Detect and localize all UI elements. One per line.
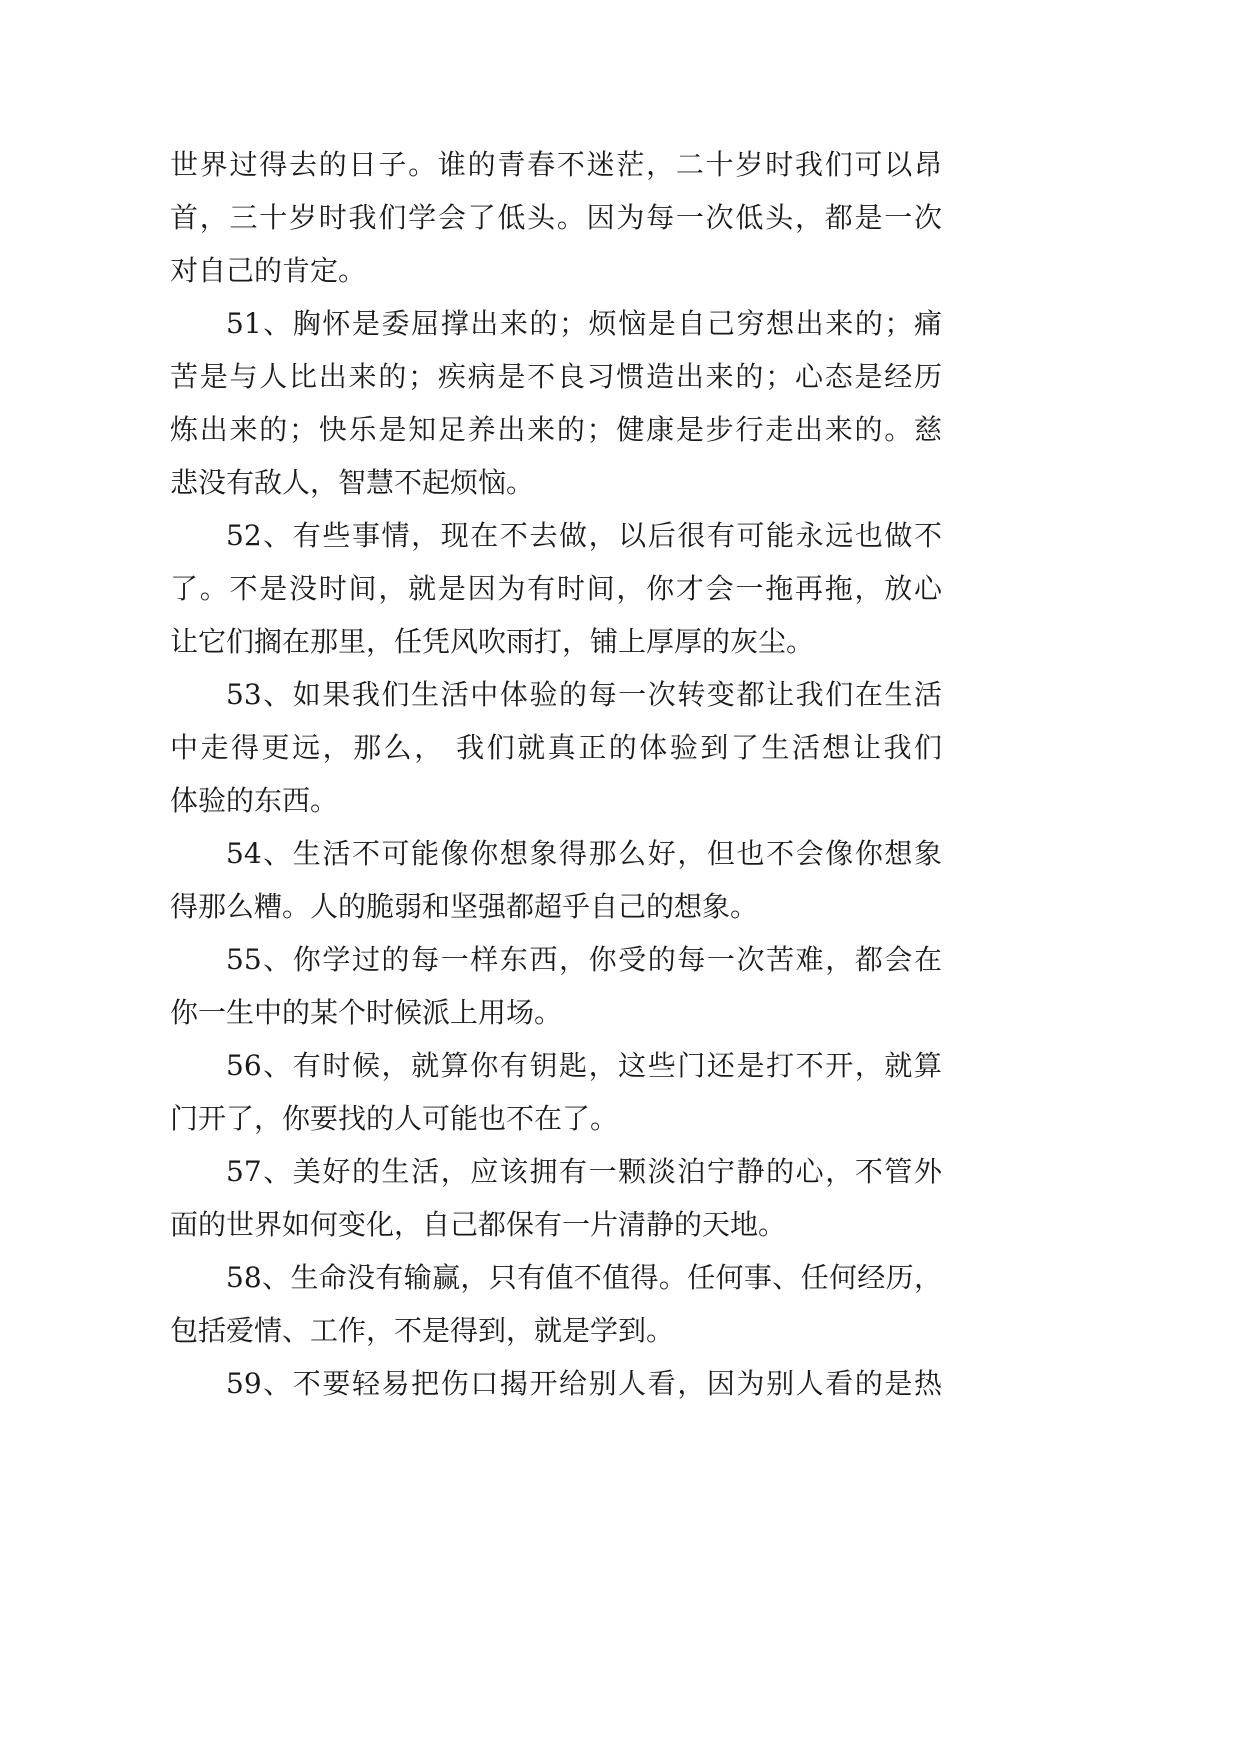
- paragraph-54-first-line: 54、生活不可能像你想象得那么好，但也不会像你想象: [226, 837, 942, 870]
- text-line: 让它们搁在那里，任凭风吹雨打，铺上厚厚的灰尘。: [170, 625, 815, 658]
- text-line: 得那么糟。人的脆弱和坚强都超乎自己的想象。: [170, 890, 759, 923]
- text-line: 体验的东西。: [170, 784, 339, 817]
- text-line: 炼出来的；快乐是知足养出来的；健康是步行走出来的。慈: [170, 413, 942, 446]
- text-line: 包括爱情、工作，不是得到，就是学到。: [170, 1314, 675, 1347]
- paragraph-52-first-line: 52、有些事情，现在不去做，以后很有可能永远也做不: [226, 519, 942, 552]
- text-line: 门开了，你要找的人可能也不在了。: [170, 1102, 619, 1135]
- text-line: 首，三十岁时我们学会了低头。因为每一次低头，都是一次: [170, 201, 942, 234]
- text-line: 对自己的肯定。: [170, 254, 367, 287]
- text-line: 了。不是没时间，就是因为有时间，你才会一拖再拖，放心: [170, 572, 942, 605]
- text-line: 世界过得去的日子。谁的青春不迷茫，二十岁时我们可以昂: [170, 148, 942, 181]
- paragraph-56-first-line: 56、有时候，就算你有钥匙，这些门还是打不开，就算: [226, 1049, 942, 1082]
- paragraph-51-first-line: 51、胸怀是委屈撑出来的；烦恼是自己穷想出来的；痛: [226, 307, 942, 340]
- text-line: 悲没有敌人，智慧不起烦恼。: [170, 466, 535, 499]
- text-line: 你一生中的某个时候派上用场。: [170, 996, 563, 1029]
- text-line: 面的世界如何变化，自己都保有一片清静的天地。: [170, 1208, 787, 1241]
- paragraph-59-first-line: 59、不要轻易把伤口揭开给别人看，因为别人看的是热: [226, 1367, 942, 1400]
- text-line: 中走得更远，那么， 我们就真正的体验到了生活想让我们: [170, 731, 942, 764]
- paragraph-53-first-line: 53、如果我们生活中体验的每一次转变都让我们在生活: [226, 678, 942, 711]
- text-line: 苦是与人比出来的；疾病是不良习惯造出来的；心态是经历: [170, 360, 942, 393]
- paragraph-57-first-line: 57、美好的生活，应该拥有一颗淡泊宁静的心，不管外: [226, 1155, 942, 1188]
- paragraph-58-first-line: 58、生命没有输赢，只有值不值得。任何事、任何经历，: [226, 1261, 942, 1294]
- paragraph-55-first-line: 55、你学过的每一样东西，你受的每一次苦难，都会在: [226, 943, 942, 976]
